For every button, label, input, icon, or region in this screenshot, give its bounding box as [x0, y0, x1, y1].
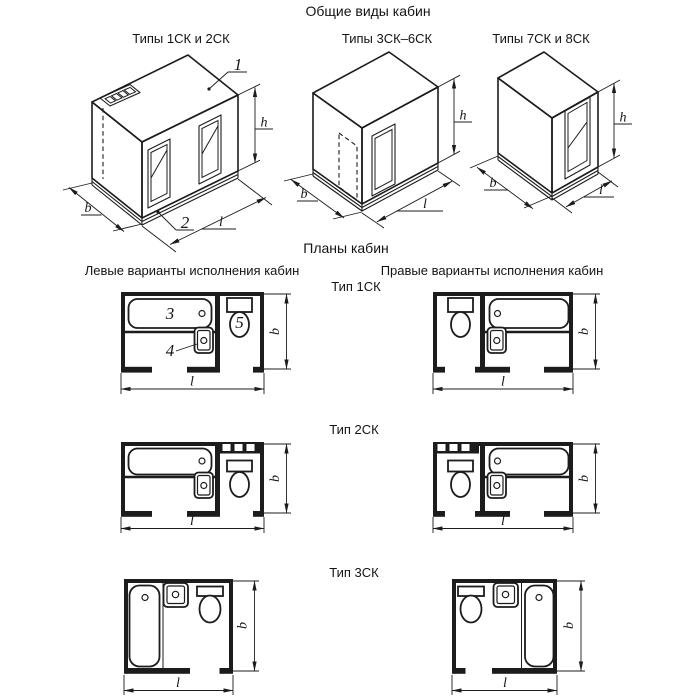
dim-label-h: h: [619, 110, 627, 126]
drain-icon: [495, 458, 501, 464]
cistern: [448, 461, 473, 472]
callout-2: 2: [180, 213, 190, 232]
bathtub: [129, 449, 212, 475]
dim-label-l: l: [501, 514, 505, 529]
callout-5: 5: [235, 313, 244, 332]
dim-label-l: l: [190, 514, 194, 529]
view3-label: Типы 7СК и 8СК: [492, 31, 590, 46]
callout-1: 1: [233, 55, 243, 74]
type1-label: Тип 1СК: [331, 279, 381, 294]
dim-label-h: h: [260, 115, 268, 131]
dim-label-l: l: [503, 676, 507, 691]
toilet: [448, 298, 473, 337]
drain-icon: [199, 458, 205, 464]
dim-label-b: b: [562, 622, 577, 629]
dim-label-l: l: [190, 374, 194, 390]
drain-icon: [199, 311, 205, 317]
threshold: [492, 668, 557, 674]
drain-icon: [494, 483, 500, 489]
threshold: [187, 367, 220, 373]
toilet: [458, 587, 484, 623]
threshold: [452, 668, 466, 674]
dim-label-b: b: [268, 475, 283, 482]
washbasin: [164, 583, 189, 607]
dim-label-b: b: [577, 475, 592, 482]
threshold: [433, 367, 445, 373]
washbasin: [195, 473, 214, 499]
bathtub: [130, 586, 160, 667]
drain-icon: [495, 311, 501, 317]
ventilation-block: [218, 442, 264, 454]
dim-label-b: b: [300, 187, 308, 202]
bowl: [451, 472, 470, 497]
drain-icon: [201, 338, 207, 344]
callout-4: 4: [165, 341, 175, 360]
partition-wall: [215, 296, 220, 371]
dim-label-l: l: [176, 676, 180, 691]
plans-title: Планы кабин: [303, 240, 389, 256]
drain-icon: [494, 338, 500, 344]
threshold: [121, 511, 152, 517]
callout-3: 3: [165, 304, 175, 323]
partition-wall: [215, 446, 220, 515]
ventilation-block: [433, 442, 479, 454]
drain-icon: [201, 483, 207, 489]
toilet: [448, 461, 473, 498]
view2-label: Типы 3СК–6СК: [341, 31, 433, 46]
cistern: [227, 461, 252, 472]
cistern: [227, 298, 252, 312]
washbasin: [488, 473, 507, 499]
dim-label-l: l: [599, 183, 603, 198]
toilet: [227, 461, 252, 498]
washbasin: [488, 328, 507, 354]
threshold: [475, 367, 510, 373]
partition-wall: [480, 296, 485, 371]
dim-label-l: l: [501, 374, 505, 390]
type3-label: Тип 3СК: [329, 565, 379, 580]
partition-wall: [480, 446, 485, 515]
dim-label-l: l: [219, 215, 223, 230]
threshold: [253, 367, 264, 373]
dim-label-l: l: [423, 197, 427, 212]
washbasin: [494, 583, 519, 607]
type2-label: Тип 2СК: [329, 422, 379, 437]
view1-label: Типы 1СК и 2СК: [132, 31, 230, 46]
dim-label-b: b: [84, 201, 92, 216]
toilet: [197, 587, 223, 623]
drain-icon: [172, 591, 178, 597]
cistern: [448, 298, 473, 312]
dim-label-b: b: [235, 622, 251, 629]
threshold: [220, 668, 234, 674]
threshold: [124, 668, 190, 674]
bowl: [461, 596, 482, 623]
bathtub: [525, 586, 554, 667]
dim-label-b: b: [489, 176, 497, 191]
cistern: [197, 587, 223, 597]
threshold: [544, 511, 573, 517]
dim-label-b: b: [577, 328, 592, 335]
threshold: [121, 367, 152, 373]
right-variants-header: Правые варианты исполнения кабин: [380, 263, 604, 278]
drain-icon: [502, 591, 508, 597]
left-variants-header: Левые варианты исполнения кабин: [84, 263, 300, 278]
drain-icon: [536, 595, 542, 601]
dim-label-h: h: [459, 108, 467, 124]
drain-icon: [142, 595, 148, 601]
threshold: [433, 511, 445, 517]
dim-label-b: b: [268, 328, 283, 335]
washbasin: [195, 328, 214, 354]
bathtub: [490, 449, 569, 475]
bowl: [200, 596, 221, 623]
page-title: Общие виды кабин: [305, 3, 431, 19]
threshold: [253, 511, 264, 517]
bowl: [230, 472, 249, 497]
threshold: [544, 367, 573, 373]
cistern: [458, 587, 484, 597]
bathtub: [490, 299, 569, 328]
bowl: [451, 312, 470, 337]
